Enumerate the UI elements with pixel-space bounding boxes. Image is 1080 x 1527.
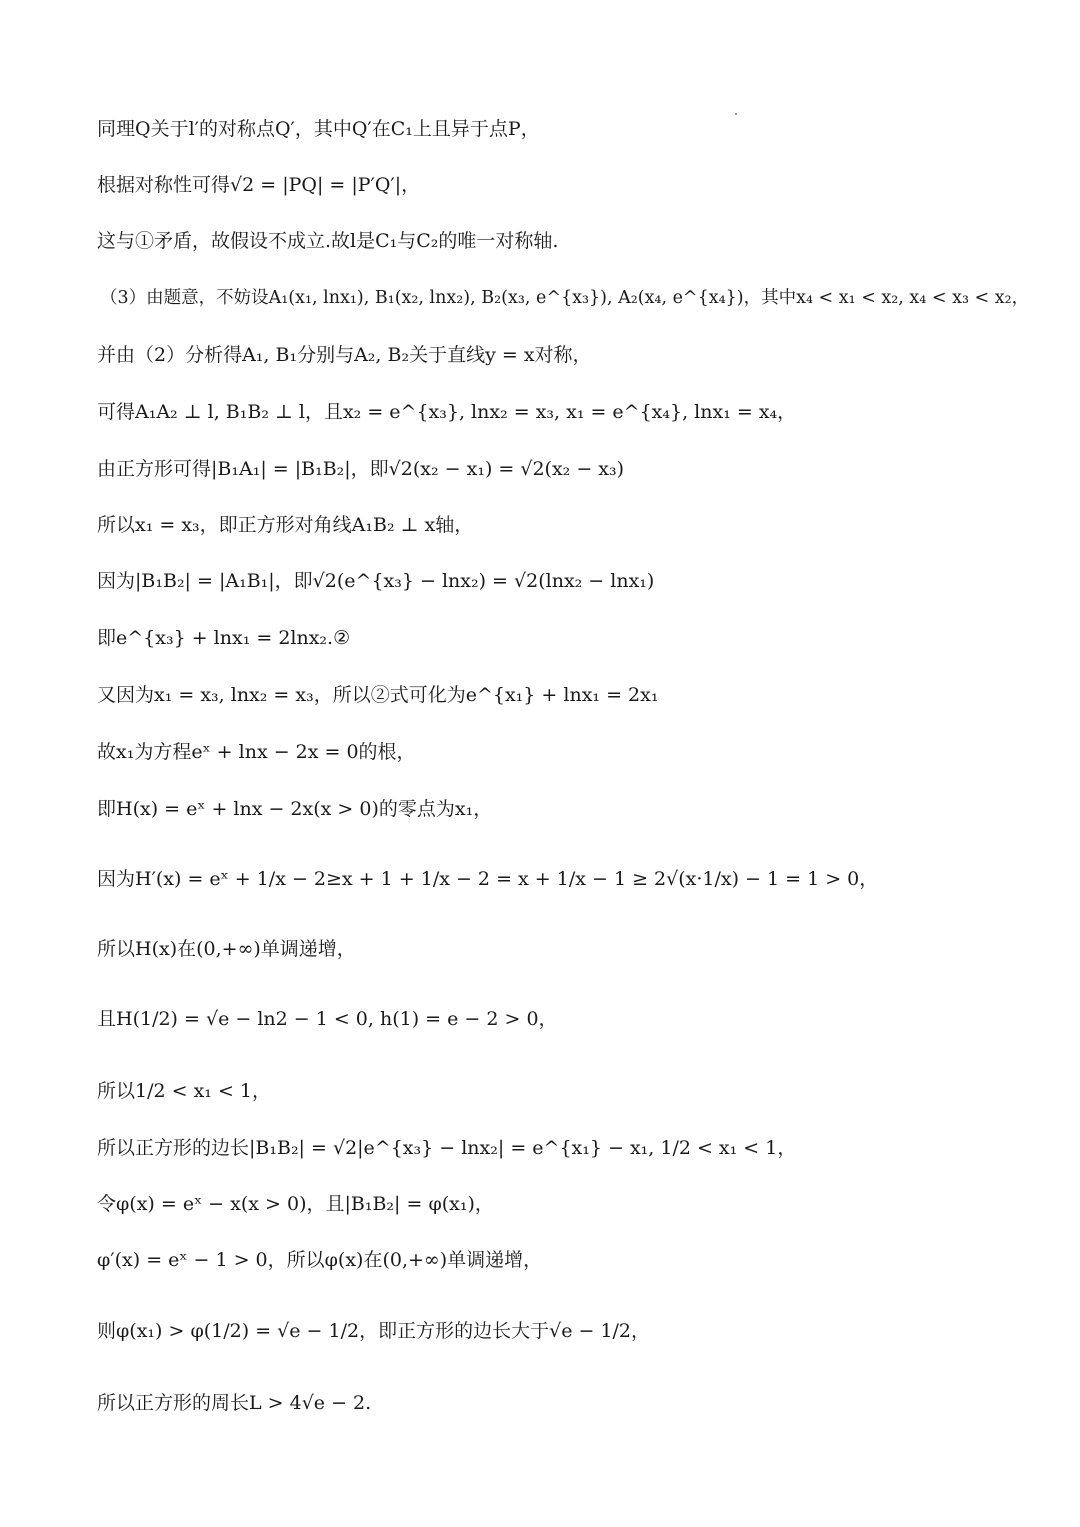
text-line-13: 即H(x) = eˣ + lnx − 2x(x > 0)的零点为x₁，: [97, 798, 493, 820]
text-line-3: 这与①矛盾，故假设不成立.故l是C₁与C₂的唯一对称轴.: [97, 230, 559, 252]
text-line-4: （3）由题意，不妨设A₁(x₁, lnx₁), B₁(x₂, lnx₂), B₂(x₃, e^{x₃}), A₂(x₄, e^{x₄})，其中x₄ < x₁ < x₂, x₄ < x₃ < x₂，: [100, 288, 1030, 308]
text-line-11: 又因为x₁ = x₃, lnx₂ = x₃，所以②式可化为e^{x₁} + lnx₁ = 2x₁: [97, 684, 659, 706]
page-mark: [735, 113, 737, 115]
text-line-21: 则φ(x₁) > φ(1/2) = √e − 1/2，即正方形的边长大于√e − 1/2，: [97, 1320, 651, 1342]
text-line-12: 故x₁为方程eˣ + lnx − 2x = 0的根，: [97, 741, 416, 763]
text-line-18: 所以正方形的边长|B₁B₂| = √2|e^{x₃} − lnx₂| = e^{x₁} − x₁, 1/2 < x₁ < 1，: [97, 1137, 797, 1159]
text-line-19: 令φ(x) = eˣ − x(x > 0)，且|B₁B₂| = φ(x₁)，: [97, 1193, 494, 1215]
text-line-9: 因为|B₁B₂| = |A₁B₁|，即√2(e^{x₃} − lnx₂) = √2(lnx₂ − lnx₁): [97, 570, 655, 592]
text-line-16: 且H(1/2) = √e − ln2 − 1 < 0, h(1) = e − 2 > 0，: [97, 1008, 558, 1030]
text-line-22: 所以正方形的周长L > 4√e − 2.: [97, 1392, 372, 1414]
text-line-1: 同理Q关于l′的对称点Q′，其中Q′在C₁上且异于点P，: [97, 118, 540, 140]
text-line-8: 所以x₁ = x₃，即正方形对角线A₁B₂ ⊥ x轴，: [97, 514, 474, 536]
text-line-7: 由正方形可得|B₁A₁| = |B₁B₂|，即√2(x₂ − x₁) = √2(x₂ − x₃): [97, 458, 625, 480]
text-line-2: 根据对称性可得√2 = |PQ| = |P′Q′|，: [97, 174, 421, 196]
text-line-20: φ′(x) = eˣ − 1 > 0，所以φ(x)在(0,+∞)单调递增，: [97, 1249, 543, 1271]
text-line-14: 因为H′(x) = eˣ + 1/x − 2≥x + 1 + 1/x − 2 = x + 1/x − 1 ≥ 2√(x·1/x) − 1 = 1 > 0，: [97, 868, 879, 890]
text-line-5: 并由（2）分析得A₁, B₁分别与A₂, B₂关于直线y = x对称，: [97, 344, 592, 366]
text-line-15: 所以H(x)在(0,+∞)单调递增，: [97, 938, 356, 960]
text-line-10: 即e^{x₃} + lnx₁ = 2lnx₂.②: [97, 627, 351, 649]
text-line-17: 所以1/2 < x₁ < 1，: [97, 1080, 271, 1102]
text-line-6: 可得A₁A₂ ⊥ l, B₁B₂ ⊥ l，且x₂ = e^{x₃}, lnx₂ = x₃, x₁ = e^{x₄}, lnx₁ = x₄，: [97, 401, 797, 423]
